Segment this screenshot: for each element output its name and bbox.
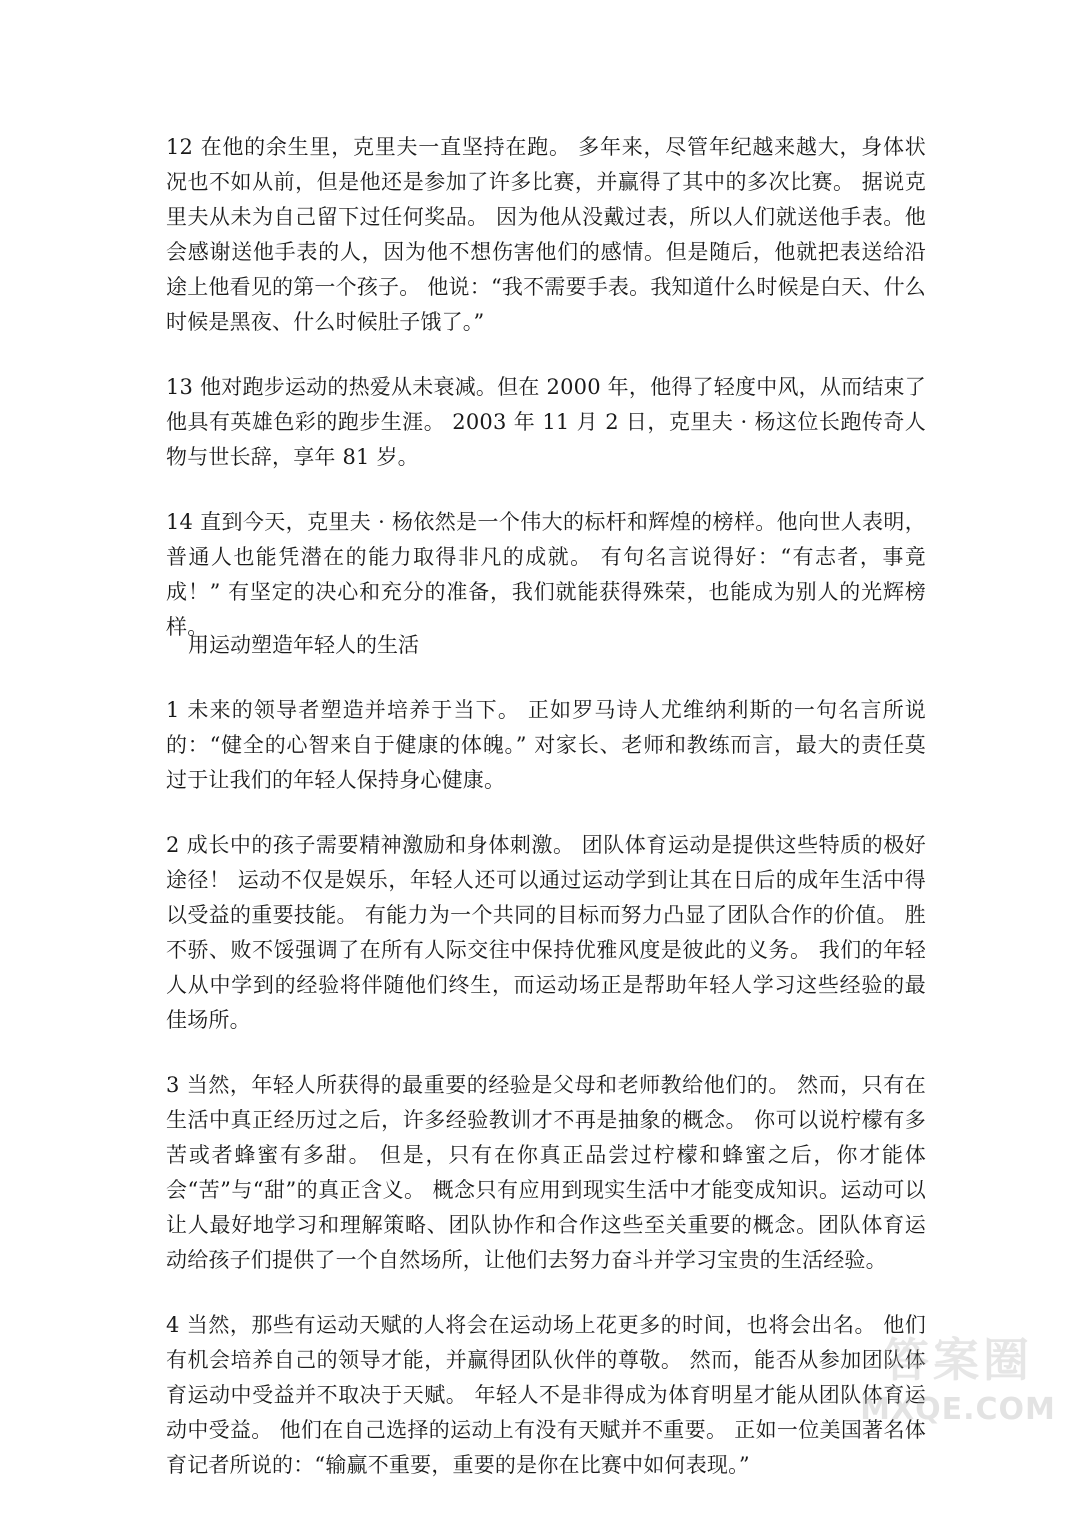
paragraph-2: 2 成长中的孩子需要精神激励和身体刺激。 团队体育运动是提供这些特质的极好途径！ 运动不仅是娱乐，年轻人还可以通过运动学到让其在日后的成年生活中得以受益的重要技能。 有能力为一个共同的目标而努力凸显了团队合作的价值。 胜不骄、败不馁强调了在所有人际交往中保持优雅风度是彼此的义务。 我们的年轻人从中学到的经验将伴随他们终生，而运动场正是帮助年轻人学习这些经验的最佳场所。 xyxy=(166,833,926,1032)
paragraph-3: 3 当然，年轻人所获得的最重要的经验是父母和老师教给他们的。 然而，只有在生活中真正经历过之后，许多经验教训才不再是抽象的概念。 你可以说柠檬有多苦或者蜂蜜有多甜。 但是，只有在你真正品尝过柠檬和蜂蜜之后，你才能体会“苦”与“甜”的真正含义。 概念只有应用到现实生活中才能变成知识。运动可以让人最好地学习和理解策略、团队协作和合作这些至关重要的概念。团队体育运动给孩子们提供了一个自然场所，让他们去努力奋斗并学习宝贵的生活经验。 xyxy=(166,1073,926,1272)
paragraph-13: 13 他对跑步运动的热爱从未衰减。但在 2000 年，他得了轻度中风，从而结束了他具有英雄色彩的跑步生涯。 2003 年 11 月 2 日，克里夫 · 杨这位长跑传奇人物与世长辞，享年 81 岁。 xyxy=(166,375,926,469)
paragraph-12: 12 在他的余生里，克里夫一直坚持在跑。 多年来，尽管年纪越来越大，身体状况也不如从前，但是他还是参加了许多比赛，并赢得了其中的多次比赛。 据说克里夫从未为自己留下过任何奖品。 因为他从没戴过表，所以人们就送他手表。他会感谢送他手表的人，因为他不想伤害他们的感情。但是随后，他就把表送给沿途上他看见的第一个孩子。 他说：“我不需要手表。我知道什么时候是白天、什么时候是黑夜、什么时候肚子饿了。” xyxy=(166,135,926,334)
paragraph-1: 1 未来的领导者塑造并培养于当下。 正如罗马诗人尤维纳利斯的一句名言所说的：“健全的心智来自于健康的体魄。” 对家长、老师和教练而言，最大的责任莫过于让我们的年轻人保持身心健康。 xyxy=(166,698,926,792)
watermark-logo-text: 答案圈 xyxy=(883,1333,1033,1387)
site-watermark xyxy=(848,1332,1068,1432)
paragraph-4: 4 当然，那些有运动天赋的人将会在运动场上花更多的时间，也将会出名。 他们有机会培养自己的领导才能，并赢得团队伙伴的尊敬。 然而，能否从参加团队体育运动中受益并不取决于天赋。 年轻人不是非得成为体育明星才能从团队体育运动中受益。 他们在自己选择的运动上有没有天赋并不重要。 正如一位美国著名体育记者所说的：“输赢不重要，重要的是你在比赛中如何表现。” xyxy=(166,1313,926,1477)
article-section xyxy=(166,628,926,1513)
watermark-url: MXQE.COM xyxy=(860,1392,1056,1427)
article-title: 用运动塑造年轻人的生活 xyxy=(188,633,419,657)
paragraph-14: 14 直到今天，克里夫 · 杨依然是一个伟大的标杆和辉煌的榜样。他向世人表明，普通人也能凭潜在的能力取得非凡的成就。 有句名言说得好：“有志者，事竟成！” 有坚定的决心和充分的准备，我们就能获得殊荣，也能成为别人的光辉榜样。 xyxy=(166,510,926,639)
story-section xyxy=(166,130,926,675)
